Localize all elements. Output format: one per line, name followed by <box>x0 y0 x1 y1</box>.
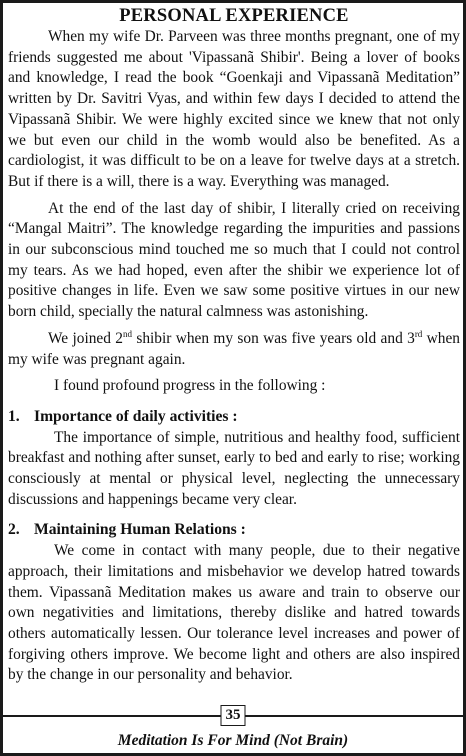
ordinal-superscript-nd: nd <box>122 328 132 339</box>
section-2-heading-text: Maintaining Human Relations : <box>34 521 246 539</box>
paragraph-2: At the end of the last day of shibir, I literally cried on receiving “Mangal Maitri”. The knowledge regarding the impurities and passions in our subconscious mind touched me so much that I could not control my tears. As we had hoped, even after the shibir we experience lot of positive changes in life. Even we saw some positive virtues in our new born child, specially the natural calmness was astonishing. <box>8 199 460 321</box>
running-footer: Meditation Is For Mind (Not Brain) <box>117 732 349 749</box>
paragraph-1: When my wife Dr. Parveen was three months pregnant, one of my friends suggested me about 'Vipassanã Shibir'. Being a lover of books and knowledge, I read the book “Goenkaji and Vipassanã Meditation” written by Dr. Savitri Vyas, and within few days I decided to attend the Vipassanã Shibir. We were highly excited since we knew that not only we but even our child in the womb would also be benefited. As a cardiologist, it was difficult to be on a leave for twelve days at a stretch. But if there is a will, there is a way. Everything was managed. <box>8 28 460 190</box>
page-title: PERSONAL EXPERIENCE <box>119 6 349 26</box>
paragraph-3-part-a: We joined 2 <box>48 329 123 347</box>
section-2-heading <box>8 520 460 541</box>
section-1-heading <box>8 407 460 428</box>
section-1-number: 1. <box>8 407 20 425</box>
paragraph-3-part-c: when my wife was pregnant again. <box>8 329 460 368</box>
paragraph-4: I found profound progress in the following : <box>54 377 326 395</box>
ordinal-superscript-rd: rd <box>414 328 423 339</box>
paragraph-3 <box>8 329 460 370</box>
section-1-heading-text: Importance of daily activities : <box>34 407 238 425</box>
section-2-number: 2. <box>8 521 20 539</box>
page-number: 35 <box>221 705 246 726</box>
paragraph-3-part-b: shibir when my son was five years old and 3 <box>131 329 415 347</box>
section-2-body: We come in contact with many people, due to their negative approach, their limitations and misbehavior we develop hatred towards them. Vipassanã Meditation makes us aware and train to observe our own negativities and limitations, thereby dislike and hatred towards others automatically lessen. Our tolerance level increases and power of forgiving others improve. We become light and others are also inspired by the change in our personality and behavior. <box>8 542 460 684</box>
section-1-body: The importance of simple, nutritious and healthy food, sufficient breakfast and nothing after sunset, early to bed and early to rise; working consciously at mental or physical level, neglecting the unnecessary discussions and happenings became very clear. <box>8 428 460 508</box>
